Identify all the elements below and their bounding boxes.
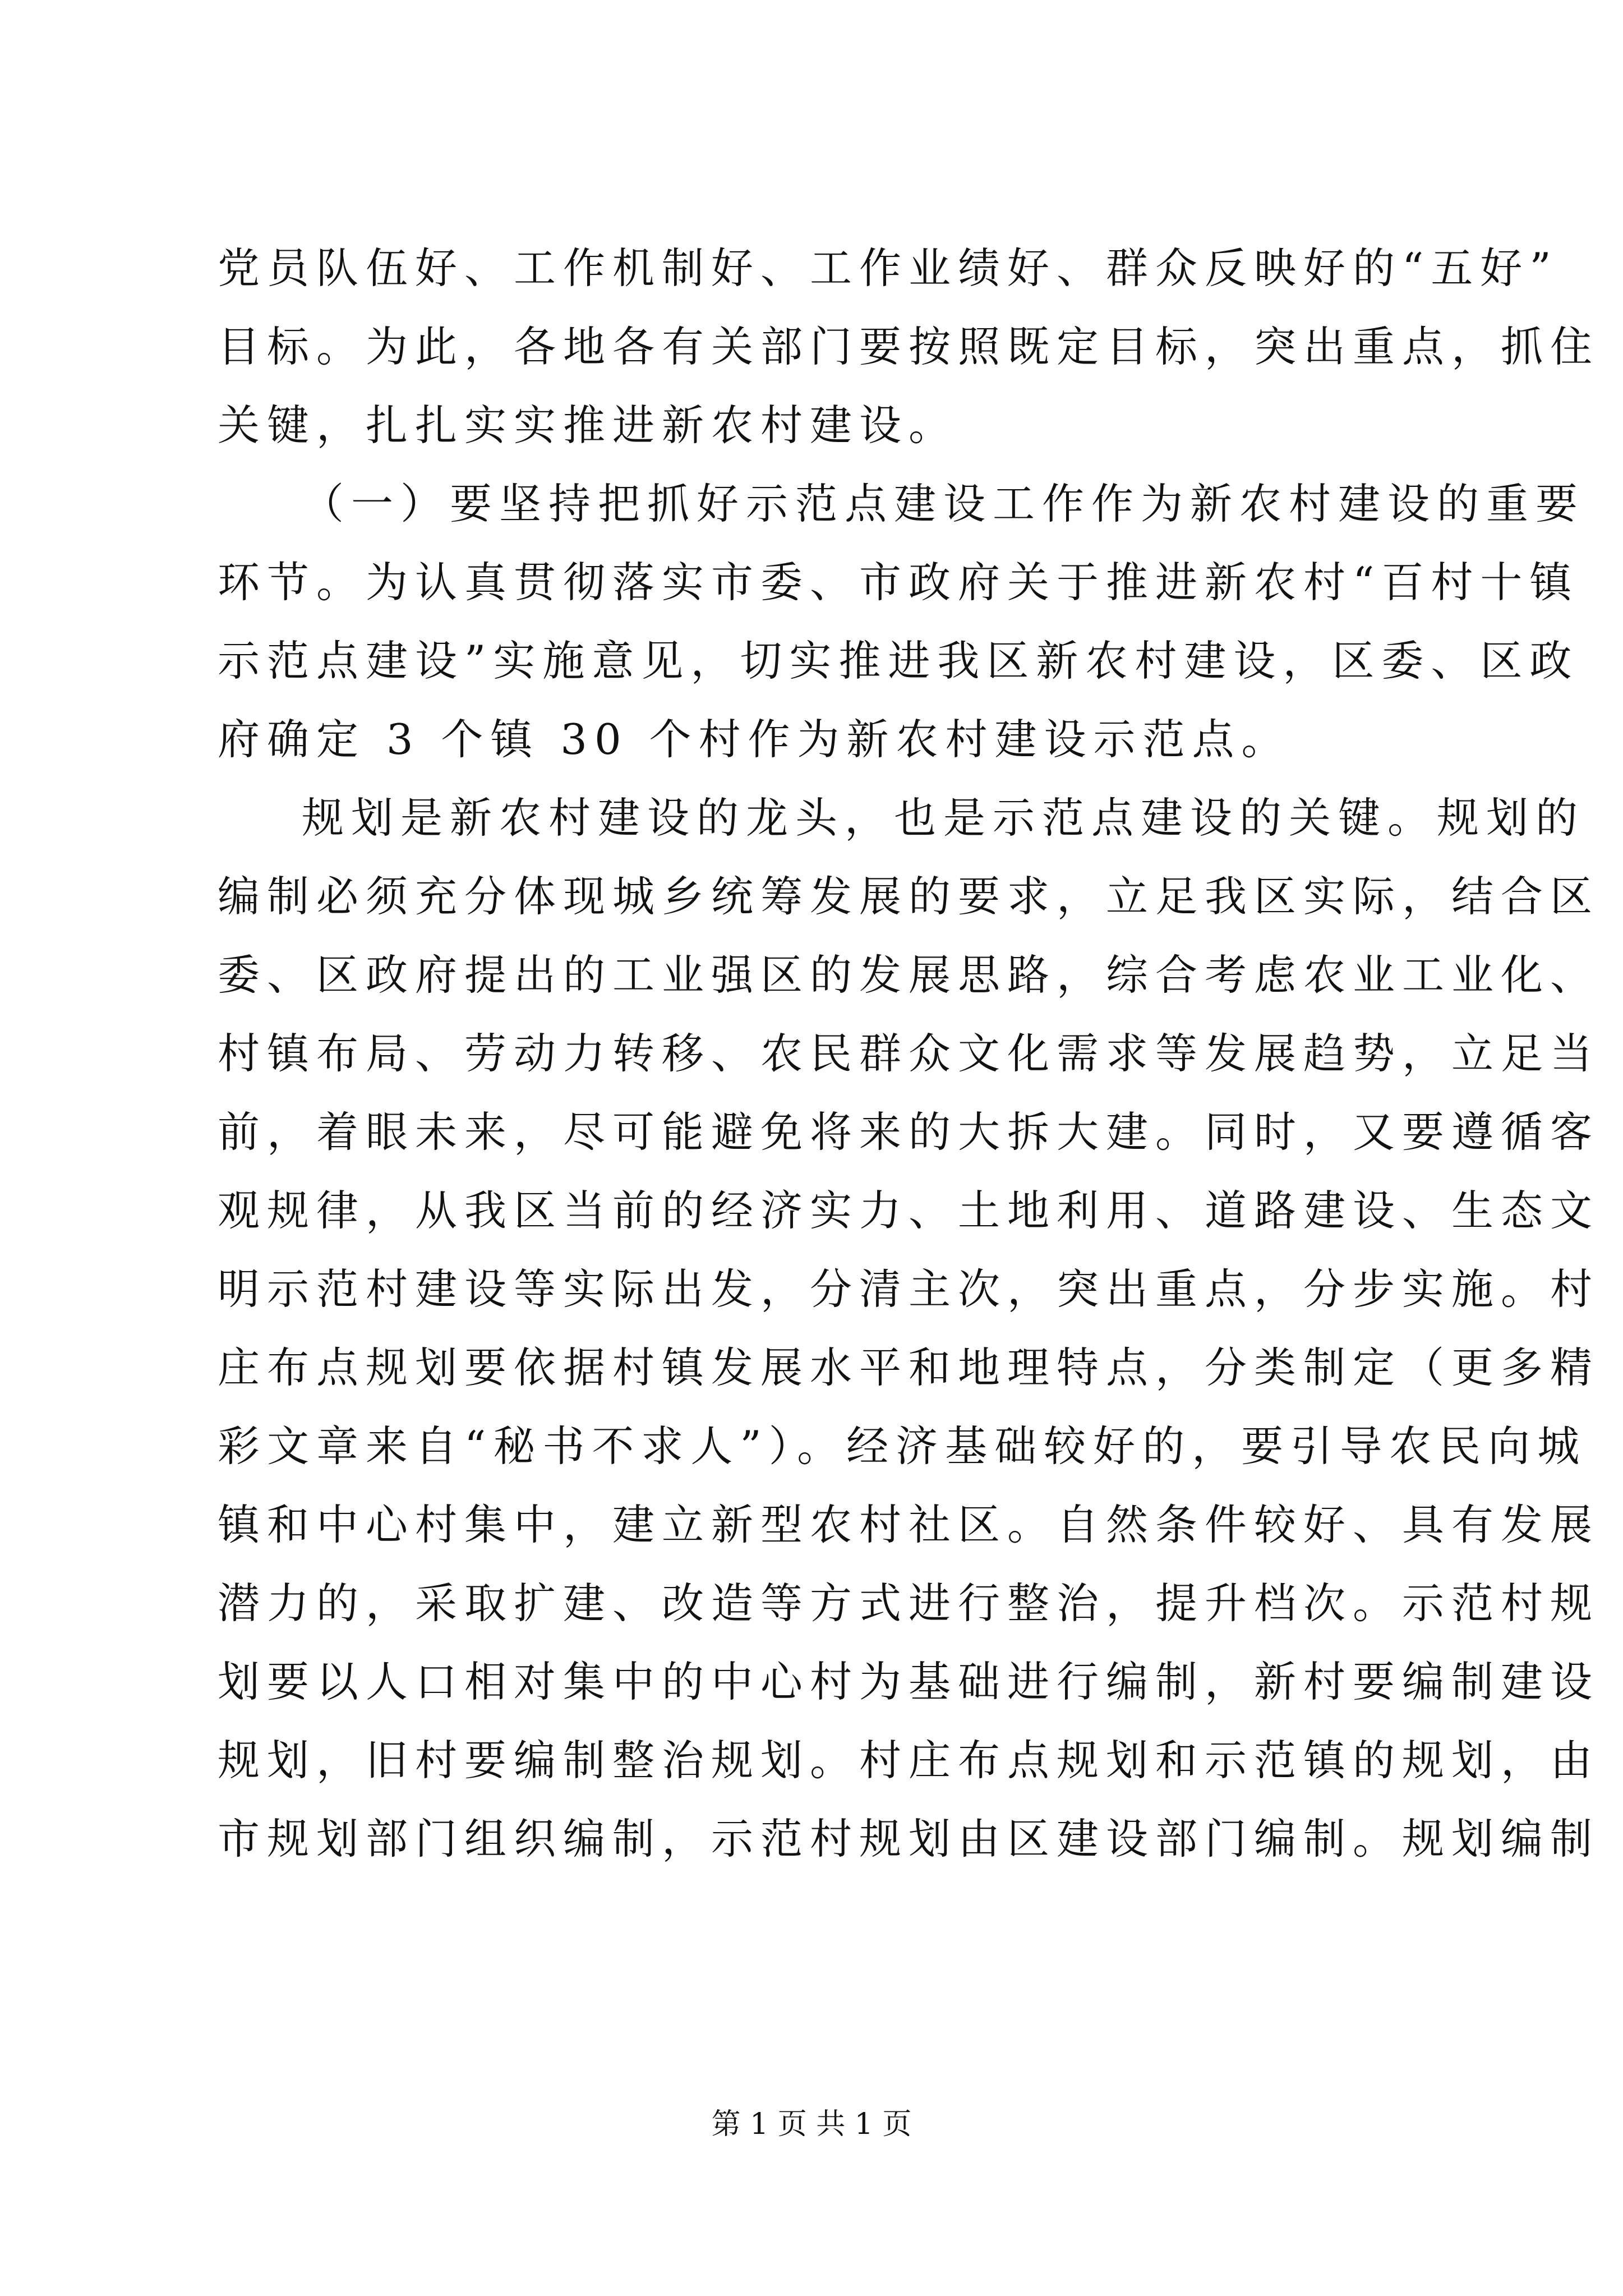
text-line: 市规划部门组织编制，示范村规划由区建设部门编制。规划编制 xyxy=(218,1814,1600,1864)
text-line: 潜力的，采取扩建、改造等方式进行整治，提升档次。示范村规 xyxy=(218,1579,1600,1628)
text-line: 党员队伍好、工作机制好、工作业绩好、群众反映好的“五好” xyxy=(218,243,1559,293)
text-line: 彩文章来自“秘书不求人”）。经济基础较好的，要引导农民向城 xyxy=(218,1421,1587,1471)
paragraph-start-line: （一）要坚持把抓好示范点建设工作作为新农村建设的重要 xyxy=(302,479,1585,528)
text-line: 关键，扎扎实实推进新农村建设。 xyxy=(218,401,958,450)
text-line: 规划，旧村要编制整治规划。村庄布点规划和示范镇的规划，由 xyxy=(218,1736,1600,1785)
text-line: 府确定 3 个镇 30 个村作为新农村建设示范点。 xyxy=(218,715,1291,764)
text-line: 村镇布局、劳动力转移、农民群众文化需求等发展趋势，立足当 xyxy=(218,1029,1600,1078)
text-line: 前，着眼未来，尽可能避免将来的大拆大建。同时，又要遵循客 xyxy=(218,1107,1600,1157)
text-line: 观规律，从我区当前的经济实力、土地利用、道路建设、生态文 xyxy=(218,1186,1600,1235)
text-line: 环节。为认真贯彻落实市委、市政府关于推进新农村“百村十镇 xyxy=(218,558,1579,607)
paragraph-start-line: 规划是新农村建设的龙头，也是示范点建设的关键。规划的 xyxy=(302,793,1585,843)
text-line: 划要以人口相对集中的中心村为基础进行编制，新村要编制建设 xyxy=(218,1657,1600,1706)
text-line: 示范点建设”实施意见，切实推进我区新农村建设，区委、区政 xyxy=(218,636,1579,685)
text-line: 庄布点规划要依据村镇发展水平和地理特点，分类制定（更多精 xyxy=(218,1343,1600,1392)
text-line: 明示范村建设等实际出发，分清主次，突出重点，分步实施。村 xyxy=(218,1264,1600,1314)
text-line: 目标。为此，各地各有关部门要按照既定目标，突出重点，抓住 xyxy=(218,322,1600,371)
text-line: 编制必须充分体现城乡统筹发展的要求，立足我区实际，结合区 xyxy=(218,872,1600,921)
text-line: 镇和中心村集中，建立新型农村社区。自然条件较好、具有发展 xyxy=(218,1500,1600,1549)
text-line: 委、区政府提出的工业强区的发展思路，综合考虑农业工业化、 xyxy=(218,950,1600,1000)
page-number-footer: 第 1 页 共 1 页 xyxy=(711,2108,912,2141)
